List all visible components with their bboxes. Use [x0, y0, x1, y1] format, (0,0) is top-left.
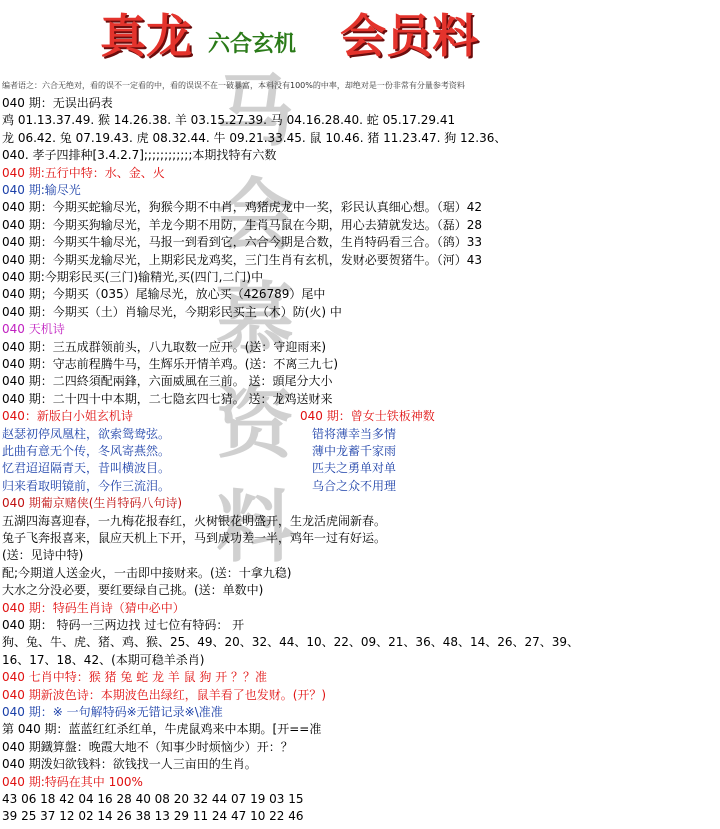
watermark-char: 料: [215, 482, 294, 573]
content-line: 040 期：二十四十中本期，二七隐玄四七猜。 送：龙鸡送财来: [2, 391, 333, 406]
content-line: 龙 06.42. 兔 07.19.43. 虎 08.32.44. 牛 09.21.33.45. 鼠 10.46. 猪 11.23.47. 狗 12.36、: [2, 130, 507, 145]
right-poem-line: 错将薄幸当多情: [312, 426, 397, 441]
content-line: 040 期：※ 一句解特码※无错记录※\准准: [2, 705, 223, 719]
content-line: 040 期：今期买蛇输尽光，狗猴今期不中肖，鸡猪虎龙中一奖，彩民认真细心想。（琚）42: [2, 200, 482, 215]
content-line: 赵瑟初停凤凰柱，欲索鸳鸯弦。: [2, 426, 171, 441]
content-line: 兔子飞奔报喜来，鼠应天机上下开，马到成功差一半，鸡年一过有好运。: [2, 531, 387, 545]
content-line: 16、17、18、42、(本期可稳羊杀肖): [2, 652, 205, 667]
content-line: 040 期；今期买（035）尾输尽光，放心买（426789）尾中: [2, 287, 326, 302]
content-line: 040 期： 特码一三两边找 过七位有特码： 开: [2, 618, 245, 632]
content-line: 040 期:特码在其中 100%: [2, 774, 143, 789]
right-poem-line: 匹夫之勇单对单: [312, 461, 397, 476]
content-line: 忆君迢迢隔青天，昔叫横波目。: [2, 461, 171, 476]
content-line: 040 期葡京赌侠(生肖特码八句诗): [2, 496, 183, 511]
content-line: 43 06 18 42 04 16 28 40 08 20 32 44 07 19 03 15: [2, 792, 304, 806]
title-part2: 六合玄机: [208, 31, 297, 57]
watermark-char: 资: [215, 378, 294, 469]
disclaimer: 编者语之：六合无绝对，看的误不一定看的中，看的误误不在一破暴富，本料没有100%的中率，却绝对是一份非常有分量参考资料: [2, 81, 465, 90]
content-line: 040 七肖中特：猴 猪 兔 蛇 龙 羊 鼠 狗 开 ？？准: [2, 670, 268, 685]
content-line: 鸡 01.13.37.49. 猴 14.26.38. 羊 03.15.27.39. 马 04.16.28.40. 蛇 05.17.29.41: [2, 113, 456, 128]
title-part3: 会员料: [340, 9, 478, 63]
content-line: 此曲有意无个传，冬风寄燕然。: [2, 444, 171, 458]
title-part1: 真龙: [100, 9, 192, 63]
content-line: 大水之分没必要，要红要绿自己挑。(送：单数中): [2, 583, 264, 598]
content-line: 040. 孝子四排种[3.4.2.7];;;;;;;;;;;;本期找特有六数: [2, 148, 277, 163]
content-line: 040 期新波色诗：本期波色出绿红，鼠羊看了也发财。(开？): [2, 687, 327, 702]
content-line: 配;今期道人送金火，一击即中接财来。(送：十拿九稳): [2, 565, 292, 580]
content-line: 040 期：今期买龙输尽光，上期彩民龙鸡奖，三门生肖有玄机，发财必要贺猪牛。（河）43: [2, 252, 482, 267]
content-line: 040 期：今期买狗输尽光，羊龙今期不用防，生肖马鼠在今期，用心去猜就发达。（磊）28: [2, 217, 482, 232]
content-line: 040 期:输尽光: [2, 183, 81, 197]
watermark-char: 会: [215, 170, 294, 261]
content-line: 五湖四海喜迎春，一九梅花报春红，火树银花明盛开，生龙活虎闹新春。: [2, 513, 387, 528]
content-line: 040 天机诗: [2, 322, 65, 337]
content-line: 040 期：守志前程腾牛马，生辉乐开情羊鸡。(送：不离三九七): [2, 357, 339, 371]
content-line: 040 期：今期买牛输尽光，马报一到看到它，六合今期是合数，生肖特码看三合。（鹆）33: [2, 235, 482, 250]
content-line: 040 期：二四終須配兩鋒，六面威風在三前。 送：頭尾分大小: [2, 374, 333, 389]
content-line: (送：见诗中特): [2, 548, 84, 563]
right-poem-line: 薄中龙蓄千家雨: [312, 444, 397, 458]
content-line: 040 期：三五成群领前头，八九取数一应开。(送：守迎雨来): [2, 339, 327, 354]
content-line: 040 期:五行中特：水、金、火: [2, 165, 165, 180]
content-line: 39 25 37 12 02 14 26 38 13 29 11 24 47 10 22 46: [2, 809, 304, 824]
right-poem-line: 乌合之众不用理: [312, 478, 397, 493]
content-line: 040 期泼妇欲钱料：欲钱找一人三亩田的生肖。: [2, 757, 257, 772]
content-line: 040 期:今期彩民买(三门)输精光,买(四门,二门)中: [2, 270, 264, 284]
content-line: 040 期：无误出码表: [2, 96, 113, 110]
content-line: 归来看取明镜前，今作三流泪。: [2, 478, 171, 493]
content-line: 第 040 期：蓝蓝红红杀红单，牛虎鼠鸡来中本期。[开==准: [2, 722, 322, 737]
right-poem-title: 040 期：曾女士铁板神数: [300, 409, 435, 424]
content-line: 狗、兔、牛、虎、猪、鸡、猴、25、49、20、32、44、10、22、09、21、36、48、14、26、27、39、: [2, 635, 580, 650]
content-line: 040：新版白小姐玄机诗: [2, 409, 133, 424]
content-line: 040 期：今期买（土）肖输尽光，今期彩民买主（木）防(火) 中: [2, 304, 342, 319]
page-header: [100, 8, 520, 68]
watermark-char: 马: [215, 66, 294, 157]
watermark-char: 慕: [215, 274, 294, 365]
content-line: 040 期鐡算盤：晚霞大地不（知事少时烦恼少）开：？: [2, 739, 293, 754]
content-line: 040 期：特码生肖诗（猜中必中）: [2, 600, 185, 615]
